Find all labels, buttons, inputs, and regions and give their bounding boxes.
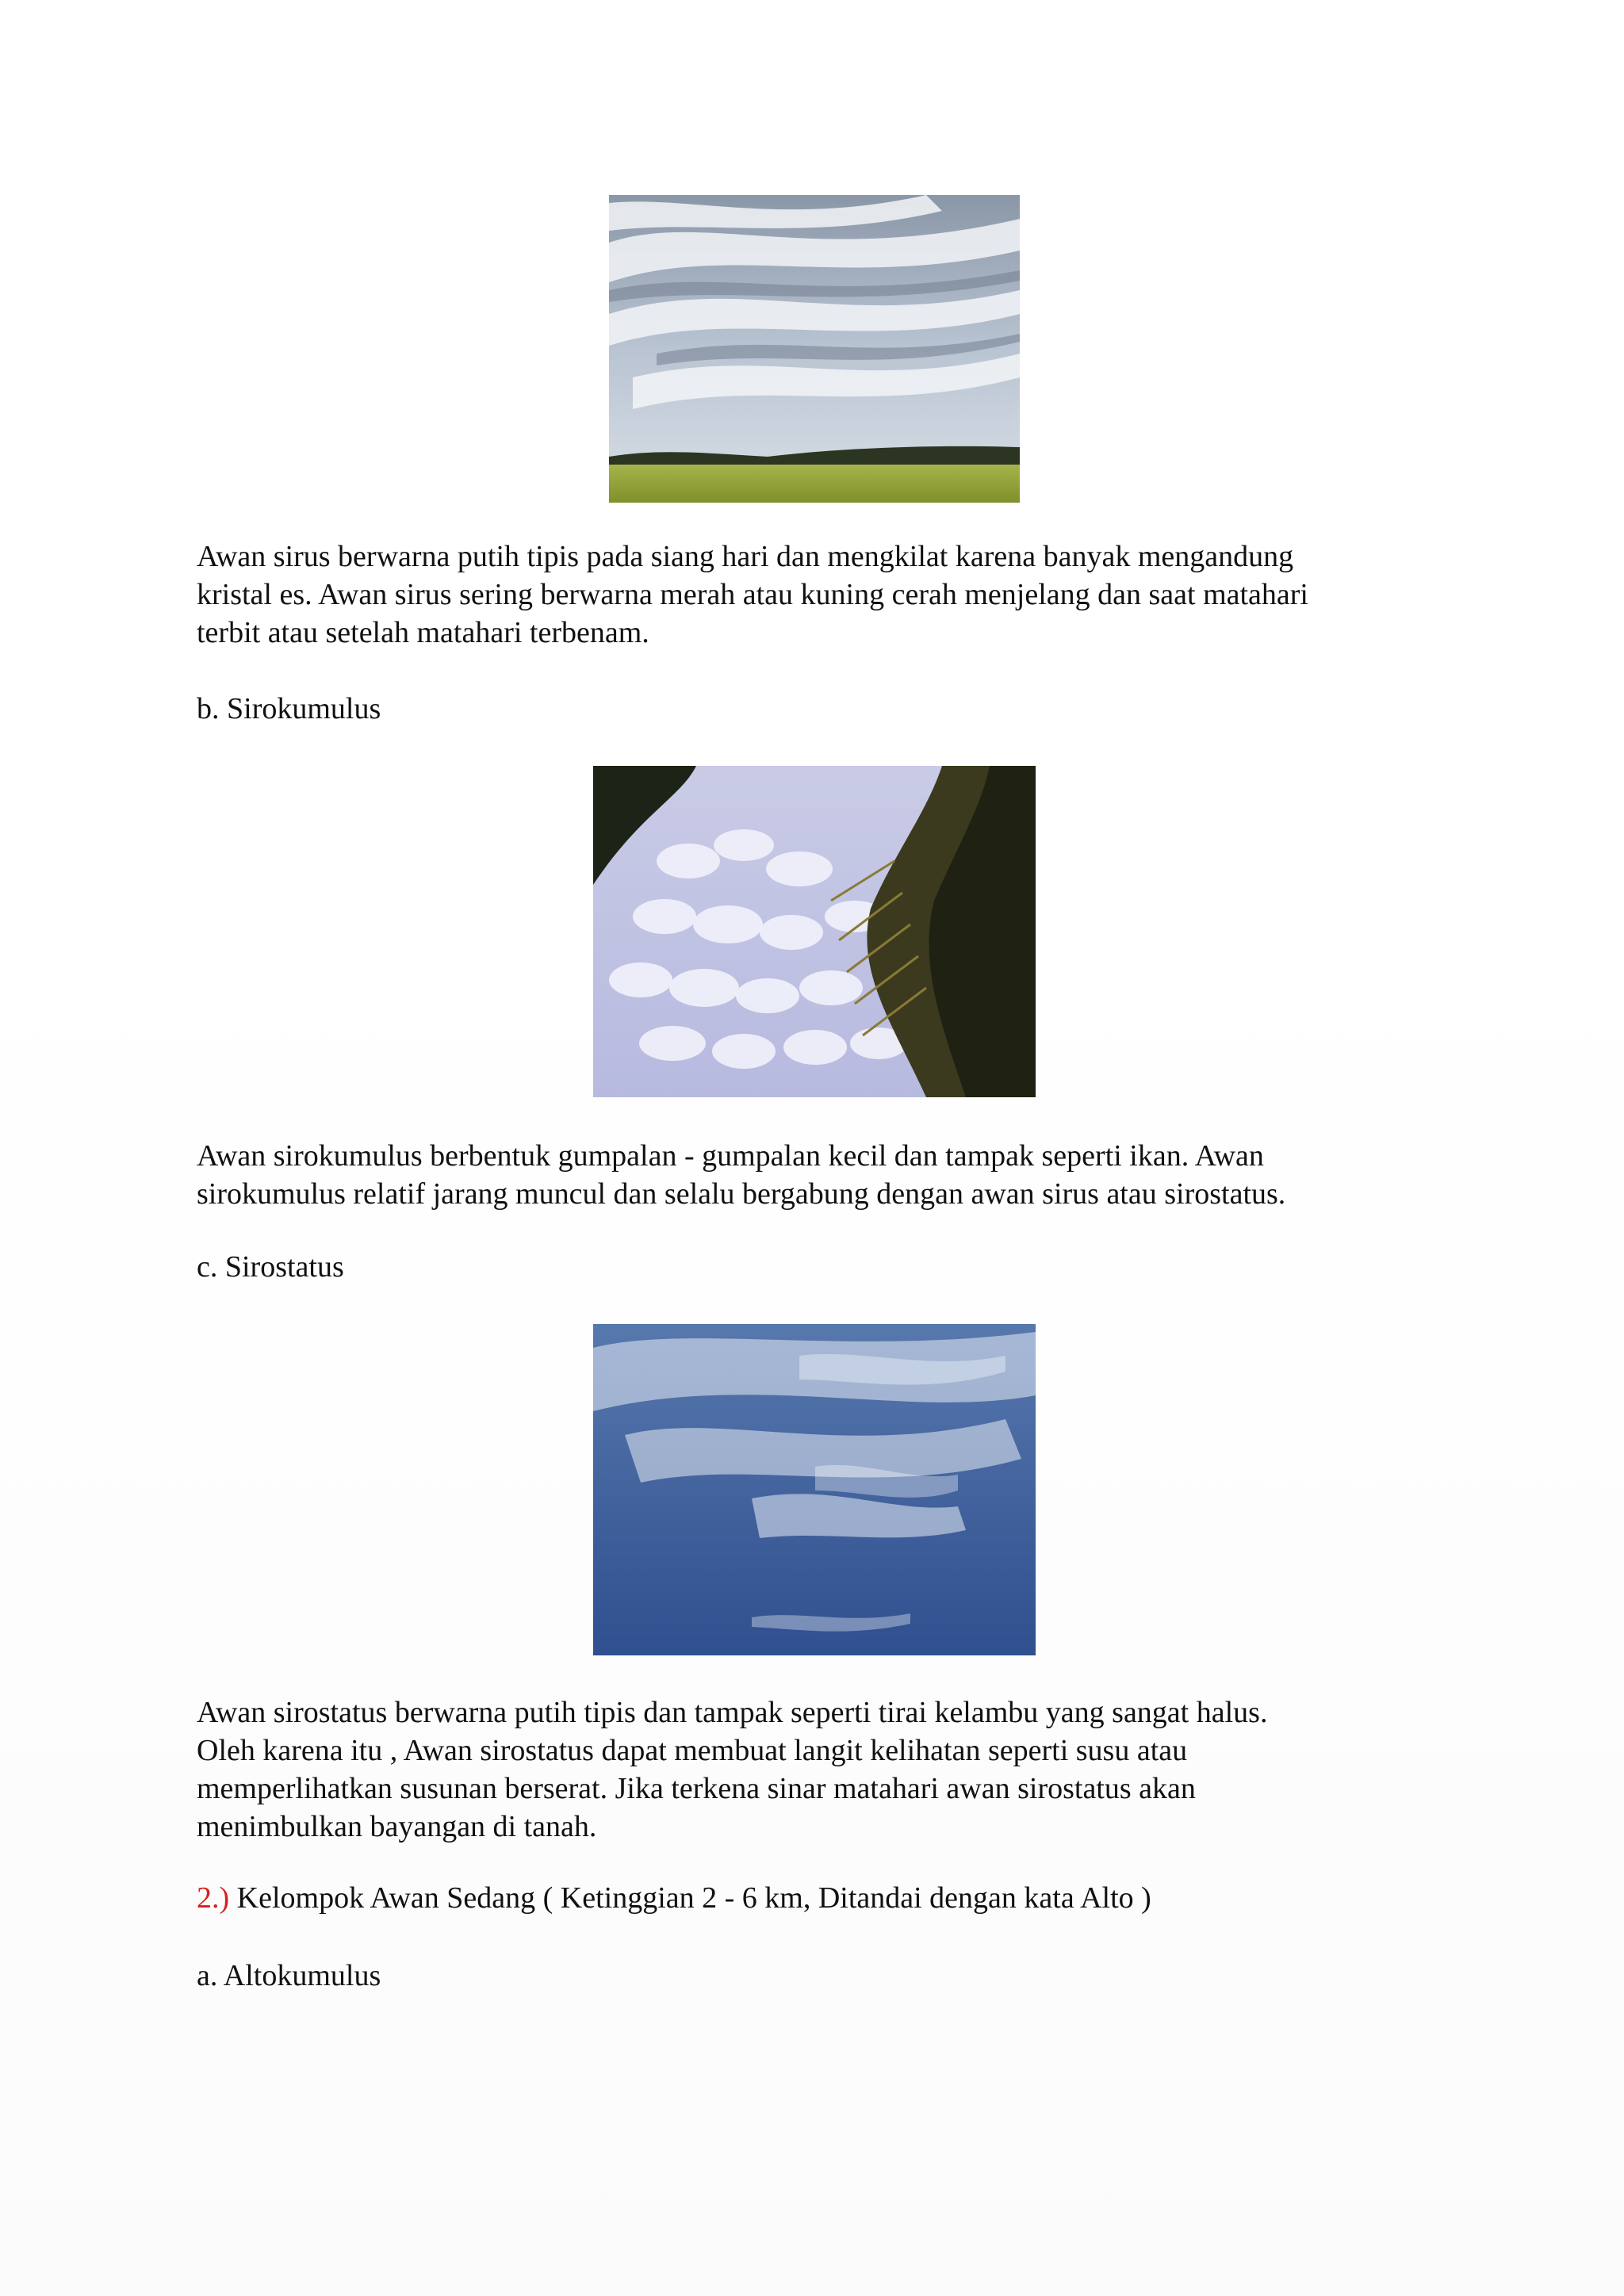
cirrus-cloud-photo [609, 195, 1020, 503]
sirostatus-heading: c. Sirostatus [197, 1250, 344, 1284]
group2-title: Kelompok Awan Sedang ( Ketinggian 2 - 6 km, Ditandai dengan kata Alto ) [229, 1881, 1151, 1915]
group2-number: 2.) [197, 1881, 230, 1915]
cirrocumulus-cloud-photo [593, 766, 1036, 1097]
group2-heading [197, 1879, 1418, 1917]
altokumulus-heading: a. Altokumulus [197, 1959, 381, 1992]
sirus-description: Awan sirus berwarna putih tipis pada siang hari dan mengkilat karena banyak mengandung kristal es. Awan sirus sering berwarna merah atau kuning cerah menjelang dan saat matahari terbit atau setelah matahari terbenam. [197, 540, 1308, 649]
cirrostratus-cloud-photo [593, 1324, 1036, 1655]
sirostatus-description: Awan sirostatus berwarna putih tipis dan tampak seperti tirai kelambu yang sangat halus. Oleh karena itu , Awan sirostatus dapat membuat langit kelihatan seperti susu atau memperlihatkan susunan berserat. Jika terkena sinar matahari awan sirostatus akan menimbulkan bayangan di tanah. [197, 1696, 1268, 1843]
sirokumulus-heading: b. Sirokumulus [197, 692, 381, 725]
sirokumulus-description: Awan sirokumulus berbentuk gumpalan - gumpalan kecil dan tampak seperti ikan. Awan sirokumulus relatif jarang muncul dan selalu bergabung dengan awan sirus atau sirostatus. [197, 1139, 1286, 1211]
